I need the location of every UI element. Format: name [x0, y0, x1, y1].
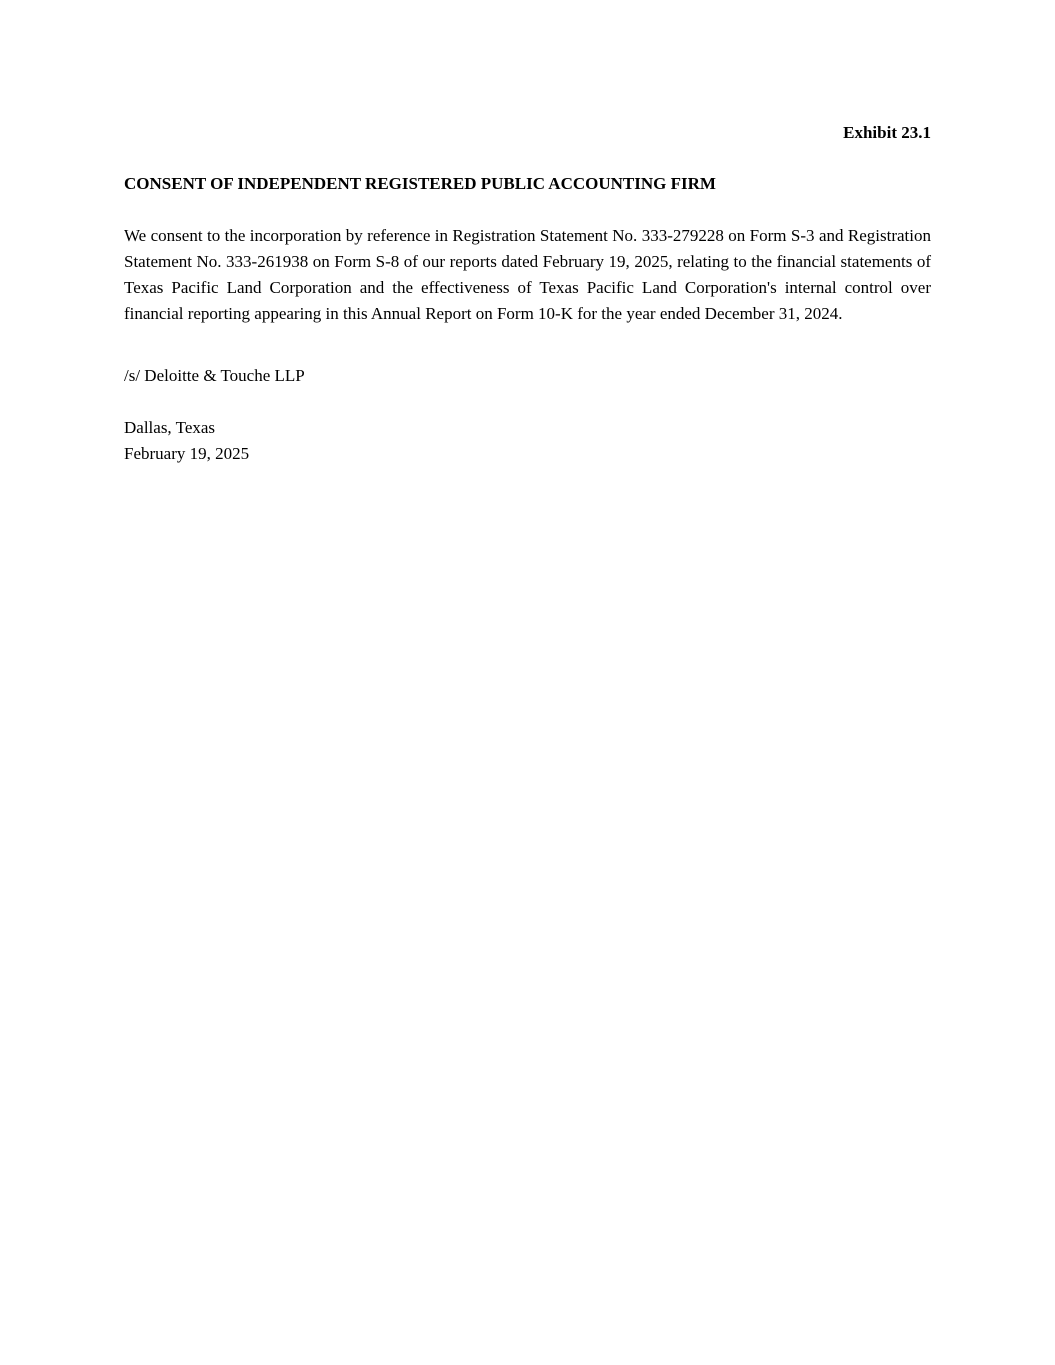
exhibit-label: Exhibit 23.1: [843, 123, 931, 142]
signature-date: February 19, 2025: [124, 444, 250, 463]
document-title: CONSENT OF INDEPENDENT REGISTERED PUBLIC ACCOUNTING FIRM: [124, 174, 716, 193]
consent-paragraph: We consent to the incorporation by reference in Registration Statement No. 333-279228 on Form S-3 and Registration Statement No. 333-261938 on Form S-8 of our reports dated February 19, 2025, relating to the financial statements of Texas Pacific Land Corporation and the effectiveness of Texas Pacific Land Corporation's internal control over financial reporting appearing in this Annual Report on Form 10-K for the year ended December 31, 2024.: [124, 226, 931, 323]
signature-location: Dallas, Texas: [124, 418, 216, 437]
signature-line: /s/ Deloitte & Touche LLP: [124, 366, 305, 385]
